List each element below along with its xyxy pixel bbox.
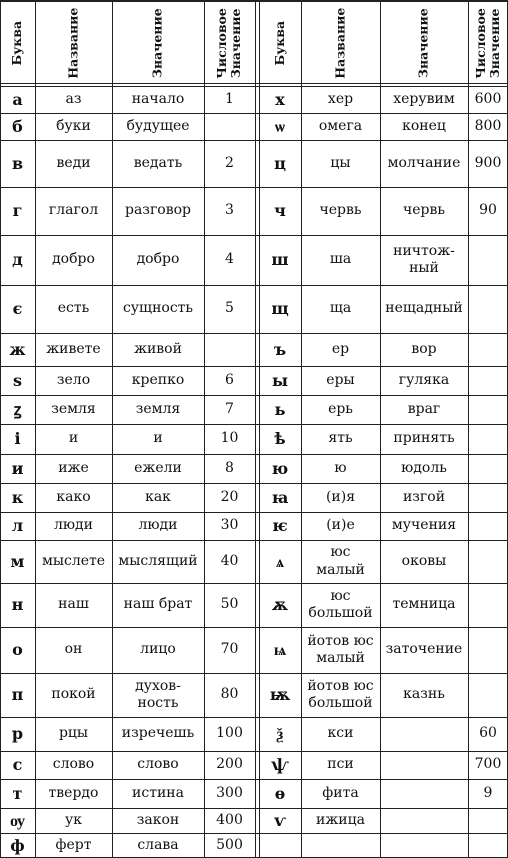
right-row-letter: ѧ (276, 551, 284, 571)
header-numeric-line1: Числовое (472, 7, 488, 79)
left-row-num: 8 (225, 459, 234, 476)
left-row-letter: ж (9, 339, 26, 359)
left-row-num: 300 (216, 784, 243, 801)
right-row-num: 90 (479, 202, 497, 219)
right-row-num (468, 454, 508, 483)
right-row-num (468, 395, 508, 424)
left-row-meaning: крепко (131, 371, 185, 388)
right-row-letter: ц (274, 153, 286, 173)
left-row-meaning: земля (135, 400, 181, 417)
right-row-meaning: ничтож- ный (393, 242, 455, 276)
right-row-num (468, 808, 508, 833)
right-row-name (301, 833, 380, 858)
left-row-num: 7 (225, 400, 234, 417)
right-row-meaning: мучения (391, 517, 457, 534)
right-row-letter: ѣ (274, 429, 286, 448)
left-row-num: 20 (220, 488, 239, 505)
right-row-num: 900 (474, 154, 502, 171)
right-row-letter: ѳ (274, 783, 286, 803)
right-header-name-label: Название (332, 7, 348, 79)
right-row-name: ерь (328, 400, 353, 417)
right-row-name: цы (330, 154, 351, 171)
right-row-letter: ѵ (274, 810, 286, 830)
left-row-name: и (68, 430, 79, 447)
right-row-letter: щ (271, 299, 289, 318)
left-row-letter: т (12, 783, 23, 803)
header-numeric-line2: Значение (487, 8, 502, 78)
right-row-meaning: заточение (385, 641, 463, 658)
right-row-num (468, 285, 508, 333)
left-row-name: зело (56, 371, 91, 388)
right-row-name: кси (327, 725, 354, 742)
right-row-meaning: херувим (393, 90, 455, 107)
right-row-meaning: оковы (401, 552, 447, 569)
right-row-name: ща (329, 300, 352, 317)
left-row-meaning: разговор (125, 202, 191, 219)
right-row-letter: ѩ (273, 640, 287, 659)
left-row-name: наш (58, 596, 89, 613)
left-row-meaning: будущее (126, 117, 190, 134)
right-row-letter: ш (271, 250, 289, 269)
left-row-name: аз (65, 90, 82, 107)
left-row-meaning: лицо (140, 641, 176, 658)
left-row-meaning: изречешь (121, 725, 195, 742)
left-row-num: 2 (225, 154, 234, 171)
left-row-letter: ф (10, 835, 25, 855)
left-row-name: люди (53, 517, 94, 534)
left-row-meaning: закон (136, 811, 180, 828)
right-row-meaning: конец (402, 117, 446, 134)
left-header-numeric-label (215, 8, 244, 78)
header-numeric-line2: Значение (228, 8, 244, 78)
left-row-letter: в (11, 153, 24, 173)
left-row-name: есть (57, 300, 90, 317)
left-row-num: 3 (225, 202, 234, 219)
left-header-letter-label: Буква (9, 20, 25, 66)
left-row-meaning: ведать (133, 154, 183, 171)
right-row-meaning: казнь (403, 686, 445, 703)
right-row-name: фита (322, 784, 359, 801)
left-row-num (204, 113, 255, 140)
left-row-num: 30 (220, 517, 239, 534)
right-row-num (468, 627, 508, 673)
right-row-name: юс малый (316, 544, 365, 578)
right-row-name: ша (329, 251, 352, 268)
right-row-meaning: гуляка (398, 371, 450, 388)
left-header-numeric (204, 0, 255, 86)
left-row-name: мыслете (41, 552, 106, 569)
right-row-name: ю (334, 459, 347, 476)
left-header-meaning-label: Значение (149, 8, 165, 78)
left-row-name: глагол (48, 202, 99, 219)
right-header-meaning-label: Значение (415, 8, 431, 78)
right-header-name (301, 0, 380, 86)
left-row-letter: д (12, 250, 23, 269)
left-row-letter: с (12, 755, 23, 774)
right-row-letter: ꙗ (271, 487, 289, 507)
left-row-num (204, 333, 255, 366)
column-divider (255, 0, 256, 858)
right-row-num (468, 833, 508, 858)
left-header-name-label: Название (65, 7, 81, 79)
right-row-letter: ѯ (276, 724, 284, 743)
left-header-letter (0, 0, 35, 86)
left-row-meaning: добро (136, 251, 180, 268)
left-row-num: 10 (220, 430, 239, 447)
right-row-name: червь (319, 202, 362, 219)
left-row-meaning: ежели (134, 459, 182, 476)
left-header-meaning (112, 0, 204, 86)
left-row-name: ук (65, 811, 82, 828)
right-row-name: йотов юс большой (307, 677, 374, 711)
right-row-num: 9 (483, 784, 493, 801)
left-row-letter: г (12, 201, 23, 220)
left-row-meaning: люди (138, 517, 178, 534)
right-row-letter: ъ (273, 339, 287, 359)
right-row-name: пси (327, 756, 354, 773)
left-row-num: 4 (225, 251, 234, 268)
left-row-name: буки (56, 117, 91, 134)
right-row-name: (и)е (326, 517, 355, 534)
right-row-num (468, 483, 508, 512)
left-row-num: 400 (216, 811, 243, 828)
right-row-letter: х (275, 89, 285, 109)
left-row-meaning: живой (134, 340, 182, 357)
left-row-name: твердо (48, 784, 99, 801)
right-row-letter (259, 833, 301, 858)
left-row-meaning: истина (132, 784, 184, 801)
left-row-num: 50 (220, 596, 239, 613)
left-row-name: он (64, 641, 83, 658)
left-row-letter: є (12, 299, 23, 318)
right-header-letter-label: Буква (271, 20, 287, 66)
left-row-meaning: слава (137, 836, 179, 853)
left-row-meaning: как (145, 488, 171, 505)
right-row-meaning (380, 833, 468, 858)
left-row-letter: л (11, 516, 24, 535)
left-row-name: рцы (58, 725, 89, 742)
left-row-letter: і (14, 429, 21, 448)
header-numeric-line1: Числовое (214, 7, 230, 79)
right-row-num: 600 (474, 90, 502, 107)
left-row-num: 100 (216, 725, 243, 742)
right-row-meaning: юдоль (401, 459, 447, 476)
left-row-num: 70 (220, 641, 239, 658)
right-header-meaning (380, 0, 468, 86)
right-row-meaning: враг (407, 400, 441, 417)
left-row-num: 1 (225, 90, 234, 107)
left-row-num: 500 (216, 836, 243, 853)
left-row-letter: ѹ (10, 810, 25, 830)
right-header-numeric-label (474, 8, 503, 78)
left-row-name: како (56, 488, 91, 505)
right-row-letter: ѫ (271, 595, 289, 614)
right-row-num (468, 540, 508, 583)
left-row-name: иже (58, 459, 89, 476)
left-row-letter: ѕ (12, 370, 22, 390)
left-row-name: живете (46, 340, 101, 357)
right-row-num (468, 366, 508, 395)
right-row-name: хер (327, 90, 354, 107)
left-row-letter: н (11, 595, 24, 614)
left-row-name: веди (56, 154, 91, 171)
right-header-numeric (468, 0, 508, 86)
right-row-meaning (380, 751, 468, 779)
left-row-letter: м (10, 551, 25, 571)
left-row-letter: б (12, 116, 23, 136)
right-row-meaning: темница (392, 596, 456, 613)
left-row-meaning: и (153, 430, 163, 447)
right-row-meaning (380, 717, 468, 751)
right-header-letter (259, 0, 301, 86)
right-row-letter: ѭ (269, 685, 291, 704)
left-row-name: добро (52, 251, 95, 268)
right-row-letter: ы (271, 370, 289, 390)
right-row-meaning: принять (393, 430, 455, 447)
left-row-name: покой (51, 686, 96, 703)
right-row-meaning (380, 779, 468, 808)
right-row-letter: ю (271, 458, 289, 478)
left-row-meaning: слово (137, 756, 179, 773)
right-row-num (468, 673, 508, 717)
right-row-name: ижица (316, 811, 365, 828)
right-row-name: юс большой (308, 587, 373, 621)
left-header-name (35, 0, 112, 86)
right-row-num: 800 (474, 117, 502, 134)
left-row-letter: п (11, 685, 24, 704)
left-row-name: ферт (55, 836, 92, 853)
right-row-num: 60 (479, 725, 497, 742)
left-row-letter: а (12, 89, 23, 109)
right-row-num (468, 512, 508, 540)
left-row-num: 80 (220, 686, 239, 703)
left-row-num: 6 (225, 371, 234, 388)
right-row-num (468, 333, 508, 366)
left-row-meaning: начало (131, 90, 185, 107)
left-row-num: 200 (216, 756, 243, 773)
right-row-letter: ч (274, 201, 286, 220)
right-row-num (468, 583, 508, 627)
left-row-letter: к (11, 487, 24, 507)
left-row-meaning: сущность (122, 300, 194, 317)
right-row-name: ер (331, 340, 350, 357)
right-row-num (468, 235, 508, 285)
left-row-meaning: наш брат (123, 596, 193, 613)
right-row-meaning: молчание (387, 154, 461, 171)
right-row-name: еры (326, 371, 355, 388)
left-row-name: земля (51, 400, 96, 417)
left-row-letter: о (12, 640, 23, 659)
right-row-name: ять (328, 430, 353, 447)
right-row-letter: ѱ (271, 755, 289, 774)
left-row-name: слово (52, 756, 95, 773)
left-row-letter: ꙁ (13, 399, 22, 419)
right-row-letter: ѥ (272, 516, 288, 535)
right-row-meaning: нещадный (385, 300, 463, 317)
right-row-meaning: изгой (402, 488, 446, 505)
left-row-letter: р (11, 724, 24, 743)
right-row-num: 700 (474, 756, 502, 773)
right-row-name: йотов юс малый (307, 632, 374, 666)
right-row-name: омега (318, 117, 363, 134)
left-row-meaning: мыслящий (118, 552, 198, 569)
right-row-name: (и)я (325, 488, 356, 505)
left-row-meaning: духов- ность (135, 677, 181, 711)
left-row-num: 40 (220, 552, 239, 569)
right-row-meaning: червь (402, 202, 445, 219)
right-row-meaning (380, 808, 468, 833)
right-row-meaning: вор (411, 340, 437, 357)
left-row-num: 5 (225, 300, 234, 317)
right-row-letter: ѡ (275, 116, 285, 136)
left-row-letter: и (11, 458, 24, 478)
right-row-num (468, 424, 508, 454)
right-row-letter: ь (274, 399, 286, 419)
